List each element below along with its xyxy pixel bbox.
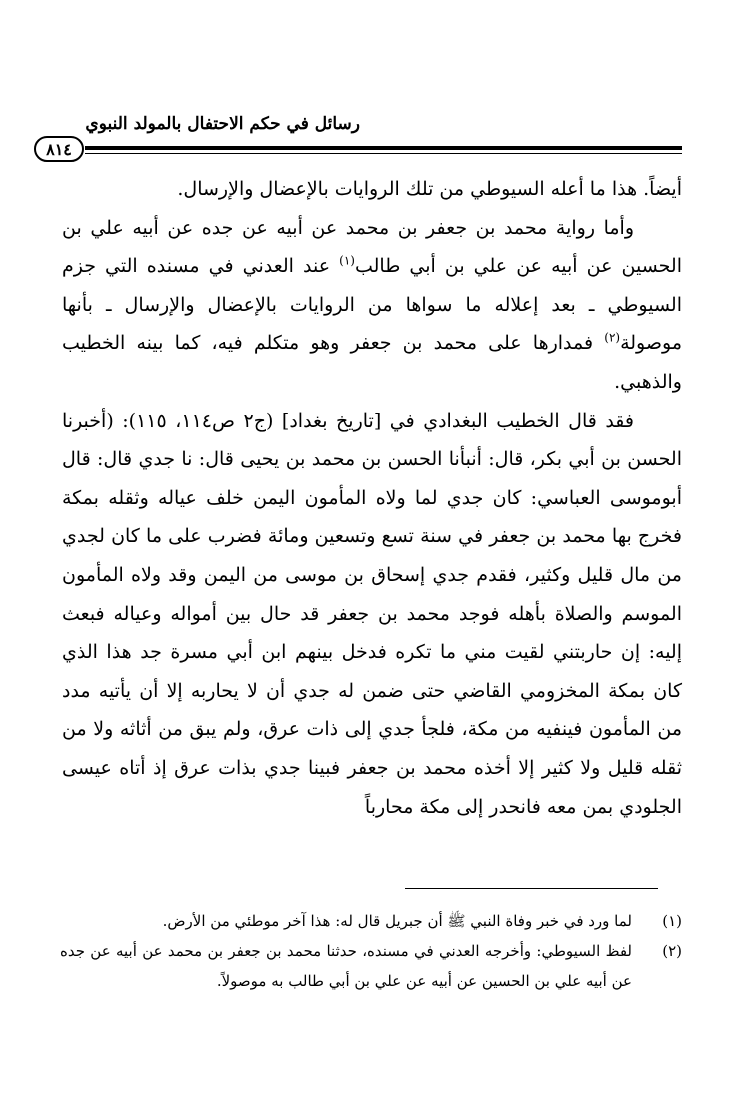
footnotes [60,906,682,996]
header-rule-thick [85,146,682,150]
page-number-badge: ٨١٤ [34,136,84,162]
paragraph-2-part-2: عند العدني في مسنده التي جزم السيوطي ـ بعد إعلاله ما سواها من الروايات بالإعضال والإرسال ـ بأنها موصولة [62,255,682,355]
footnote-2 [60,936,682,996]
body-text [62,170,682,826]
footnote-number: (٢) [662,942,682,960]
footnote-ref-2[interactable]: (٢) [604,331,621,346]
paragraph-1: أيضاً. هذا ما أعله السيوطي من تلك الروايات بالإعضال والإرسال. [177,178,682,200]
paragraph-3: فقد قال الخطيب البغدادي في [تاريخ بغداد] (ج٢ ص١١٤، ١١٥): (أخبرنا الحسن بن أبي بكر، قال: أنبأنا الحسن بن محمد بن يحيى قال: نا جدي قال: قال أبوموسى العباسي: كان جدي لما ولاه المأمون اليمن خلف عياله وثقله بمكة فخرج بها محمد بن جعفر في سنة تسع وتسعين ومائة فضرب على ما كان لجدي من مال قليل وكثير، فقدم جدي إسحاق بن موسى من اليمن وقد ولاه المأمون الموسم والصلاة بأهله فوجد محمد بن جعفر قد حال بين أمواله وعياله فبعث إليه: إن حاربتني لقيت مني ما تكره فدخل بينهم ابن أبي مسرة جد هذا الذي كان بمكة المخزومي القاضي حتى ضمن له جدي أن لا يحاربه إلا أن يأتيه مدد من المأمون فينفيه من مكة، فلجأ جدي إلى ذات عرق، ولم يبق من أثاثه ولا من ثقله قليل ولا كثير إلا أخذه محمد بن جعفر فبينا جدي بذات عرق إذ أتاه عيسى الجلودي بمن معه فانحدر إلى مكة محارباً [62,409,682,818]
footnote-text: لفظ السيوطي: وأخرجه العدني في مسنده، حدثنا محمد بن جعفر بن محمد عن أبيه عن جده عن أبيه علي بن الحسين عن أبيه عن علي بن أبي طالب به موصولاً. [60,942,632,990]
header-rule-thin [85,153,682,154]
paragraph-2-part-3: فمدارها على محمد بن جعفر وهو متكلم فيه، كما بينه الخطيب والذهبي. [62,332,682,393]
paragraph-2-part-1: وأما رواية محمد بن جعفر بن محمد عن أبيه عن جده عن أبيه علي بن الحسين عن أبيه عن علي بن أبي طالب [62,216,682,278]
footnote-separator [405,888,658,889]
paragraph-2 [62,209,682,402]
running-header-title: رسائل في حكم الاحتفال بالمولد النبوي [85,114,360,134]
footnote-1 [60,906,682,936]
footnote-ref-1[interactable]: (١) [339,253,355,268]
footnote-text: لما ورد في خبر وفاة النبي ﷺ أن جبريل قال له: هذا آخر موطئي من الأرض. [162,912,632,930]
footnote-number: (١) [662,912,682,930]
